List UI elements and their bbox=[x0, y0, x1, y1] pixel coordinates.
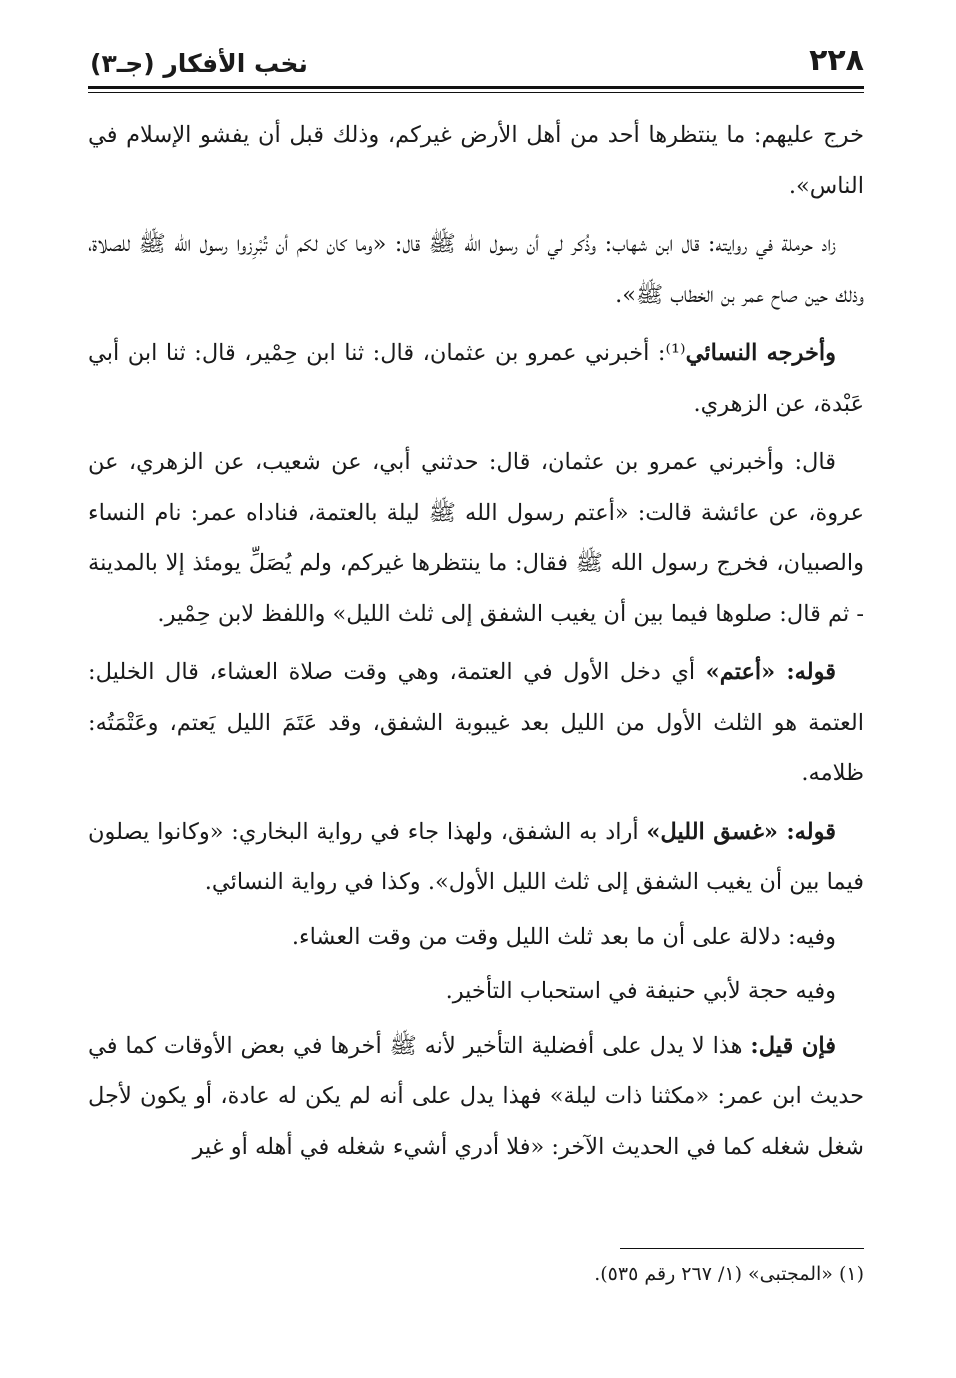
paragraph-text: زاد حرملة في روايته: قال ابن شهاب: وذُكر لي أن رسول الله ﷺ قال: «وما كان لكم أن تُبْرِزوا رسول الله ﷺ للصلاة، وذلك حين صاح عمر بن الخطاب ﷺ». bbox=[88, 231, 864, 308]
paragraph-lead: قوله: «أعتم» bbox=[705, 659, 836, 685]
header-rule-thick bbox=[88, 86, 864, 89]
paragraph-text: هذا لا يدل على أفضلية التأخير لأنه ﷺ أخرها في بعض الأوقات كما في حديث ابن عمر: «مكثنا ذات ليلة» فهذا يدل على أنه لم يكن له عادة، أو يكون لأجل شغل شغله كما في الحديث الآخر: «فلا أدري أشيء شغله في أهله أو غير bbox=[88, 1032, 864, 1160]
running-title: نخب الأفكار (جـ٣) bbox=[90, 49, 308, 78]
paragraph-text: أي دخل الأول في العتمة، وهي وقت صلاة العشاء، قال الخليل: العتمة هو الثلث الأول من الليل بعد غيبوبة الشفق، وقد عَتَمَ الليل يَعتم، وعَتْمَتُه: ظلامه. bbox=[88, 659, 864, 786]
paragraph bbox=[88, 1021, 864, 1173]
paragraph bbox=[88, 110, 864, 211]
paragraph-text: وفيه حجة لأبي حنيفة في استحباب التأخير. bbox=[445, 978, 836, 1004]
paragraph bbox=[88, 328, 864, 429]
paragraph-lead: وأخرجه النسائي bbox=[685, 340, 836, 366]
paragraph-text: خرج عليهم: ما ينتظرها أحد من أهل الأرض غيركم، وذلك قبل أن يفشو الإسلام في الناس». bbox=[88, 122, 864, 199]
paragraph bbox=[88, 912, 864, 963]
paragraph bbox=[88, 647, 864, 799]
main-text bbox=[88, 110, 864, 1180]
header-rule-thin bbox=[88, 92, 864, 93]
paragraph bbox=[88, 219, 864, 320]
paragraph-text: قال: وأخبرني عمرو بن عثمان، قال: حدثني أبي، عن شعيب، عن الزهري، عن عروة، عن عائشة قالت: «أعتم رسول الله ﷺ ليلة بالعتمة، فناداه عمر: نام النساء والصبيان، فخرج رسول الله ﷺ فقال: ما ينتظرها غيركم، ولم يُصَلِّ يومئذ إلا بالمدينة - ثم قال: صلوها فيما بين أن يغيب الشفق إلى ثلث الليل» واللفظ لابن حِمْير. bbox=[88, 449, 864, 627]
paragraph-lead: فإن قيل: bbox=[750, 1032, 836, 1059]
paragraph bbox=[88, 437, 864, 639]
page-number: ٢٢٨ bbox=[809, 43, 864, 78]
footnote-rule bbox=[620, 1248, 864, 1249]
paragraph-lead: قوله: «غسق الليل» bbox=[646, 818, 836, 845]
paragraph bbox=[88, 807, 864, 908]
footnote: (١) «المجتبى» (١/ ٢٦٧ رقم ٥٣٥). bbox=[594, 1263, 864, 1285]
paragraph-text: وفيه: دلالة على أن ما بعد ثلث الليل وقت من وقت العشاء. bbox=[291, 923, 836, 950]
paragraph-text: أراد به الشفق، ولهذا جاء في رواية البخاري: «وكانوا يصلون فيما بين أن يغيب الشفق إلى ثلث الليل الأول». وكذا في رواية النسائي. bbox=[88, 818, 864, 895]
page-header bbox=[90, 34, 864, 78]
paragraph bbox=[88, 966, 864, 1017]
paragraph-text: ⁽¹⁾: أخبرني عمرو بن عثمان، قال: ثنا ابن حِمْير، قال: ثنا ابن أبي عَبْدة، عن الزهري. bbox=[88, 340, 864, 417]
